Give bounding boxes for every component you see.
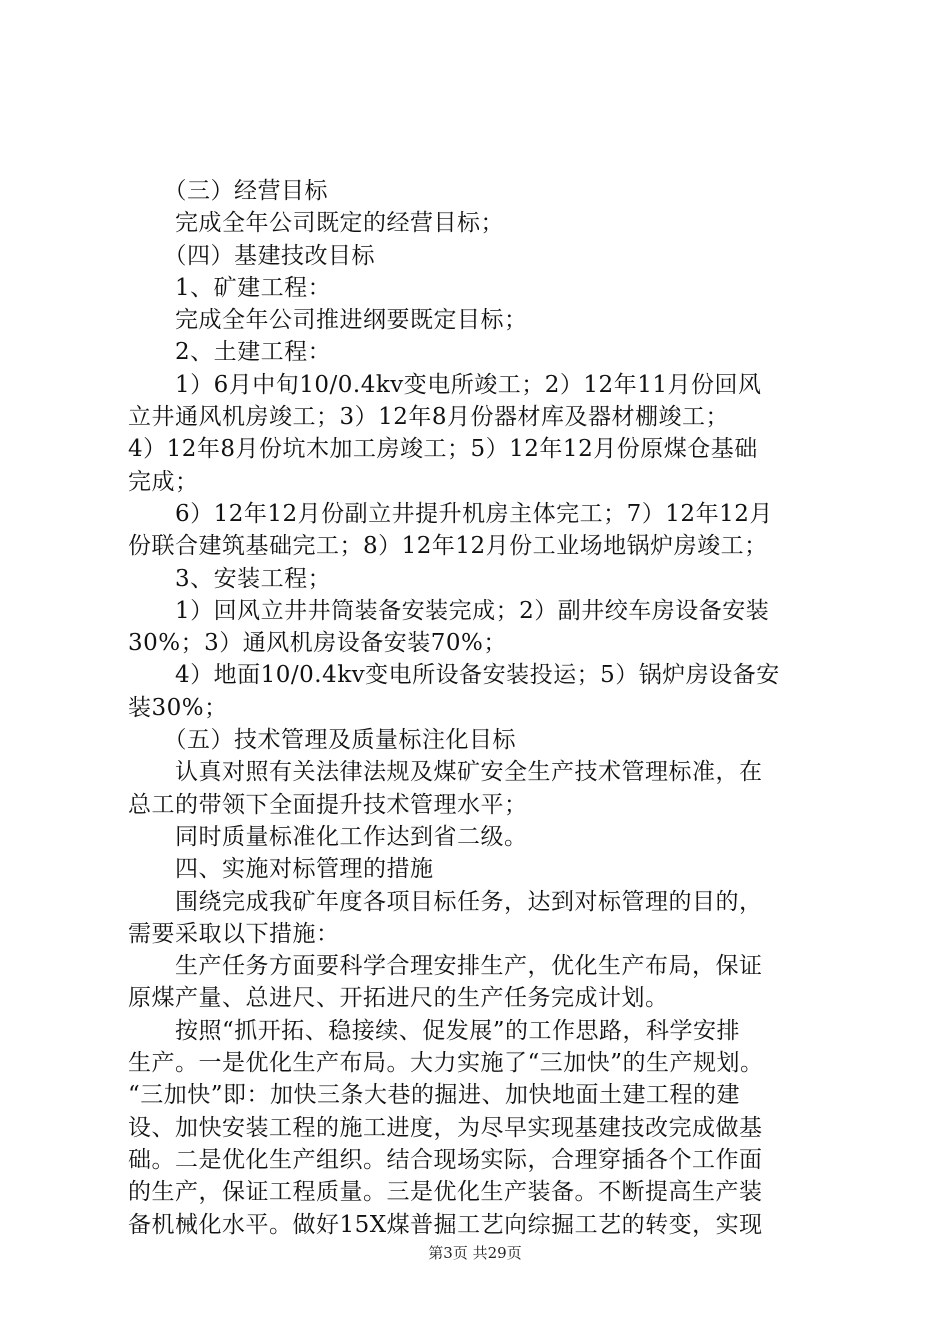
- text-line: 原煤产量、总进尺、开拓进尺的生产任务完成计划。: [128, 985, 669, 1012]
- text-line: 4）地面10/0.4kv变电所设备安装投运；5）锅炉房设备安: [128, 662, 780, 689]
- text-line: 份联合建筑基础完工；8）12年12月份工业场地锅炉房竣工；: [128, 533, 768, 560]
- text-line: 装30%；: [128, 694, 228, 721]
- page-number-label: 第3页 共29页: [428, 1244, 522, 1262]
- text-line: 按照“抓开拓、稳接续、促发展”的工作思路，科学安排: [128, 1017, 741, 1044]
- text-line: 2、土建工程：: [128, 339, 332, 366]
- text-line: 6）12年12月份副立井提升机房主体完工；7）12年12月: [128, 500, 773, 527]
- text-line: “三加快”即：加快三条大巷的掘进、加快地面土建工程的建: [128, 1082, 741, 1109]
- text-line: 生产任务方面要科学合理安排生产，优化生产布局，保证: [128, 953, 763, 980]
- text-line: 1、矿建工程：: [128, 274, 332, 301]
- text-line: 3、安装工程；: [128, 565, 332, 592]
- text-line: 备机械化水平。做好15X煤普掘工艺向综掘工艺的转变，实现: [128, 1211, 763, 1238]
- text-line: 1）回风立井井筒装备安装完成；2）副井绞车房设备安装: [128, 597, 770, 624]
- text-line: 的生产，保证工程质量。三是优化生产装备。不断提高生产装: [128, 1179, 763, 1206]
- text-line: （四）基建技改目标: [128, 242, 375, 269]
- text-line: 4）12年8月份坑木加工房竣工；5）12年12月份原煤仓基础: [128, 436, 758, 463]
- text-line: 需要采取以下措施：: [128, 920, 340, 947]
- text-line: 完成全年公司推进纲要既定目标；: [128, 307, 528, 334]
- page-footer: [0, 1243, 950, 1263]
- text-line: 总工的带领下全面提升技术管理水平；: [128, 791, 528, 818]
- text-line: 同时质量标准化工作达到省二级。: [128, 823, 528, 850]
- text-line: 完成全年公司既定的经营目标；: [128, 210, 504, 237]
- text-line: 设、加快安装工程的施工进度，为尽早实现基建技改完成做基: [128, 1114, 763, 1141]
- text-line: 30%；3）通风机房设备安装70%；: [128, 630, 507, 657]
- text-line: 四、实施对标管理的措施: [128, 856, 434, 883]
- text-line: 1）6月中旬10/0.4kv变电所竣工；2）12年11月份回风: [128, 371, 762, 398]
- text-line: （三）经营目标: [128, 178, 328, 204]
- text-line: 围绕完成我矿年度各项目标任务，达到对标管理的目的，: [128, 888, 763, 915]
- text-line: 础。二是优化生产组织。结合现场实际，合理穿插各个工作面: [128, 1146, 763, 1173]
- text-line: （五）技术管理及质量标注化目标: [128, 727, 516, 754]
- document-body: [128, 175, 833, 1241]
- text-line: 生产。一是优化生产布局。大力实施了“三加快”的生产规划。: [128, 1050, 764, 1077]
- text-line: 完成；: [128, 468, 199, 495]
- text-line: 认真对照有关法律法规及煤矿安全生产技术管理标准，在: [128, 759, 763, 786]
- text-line: 立井通风机房竣工；3）12年8月份器材库及器材棚竣工；: [128, 404, 730, 431]
